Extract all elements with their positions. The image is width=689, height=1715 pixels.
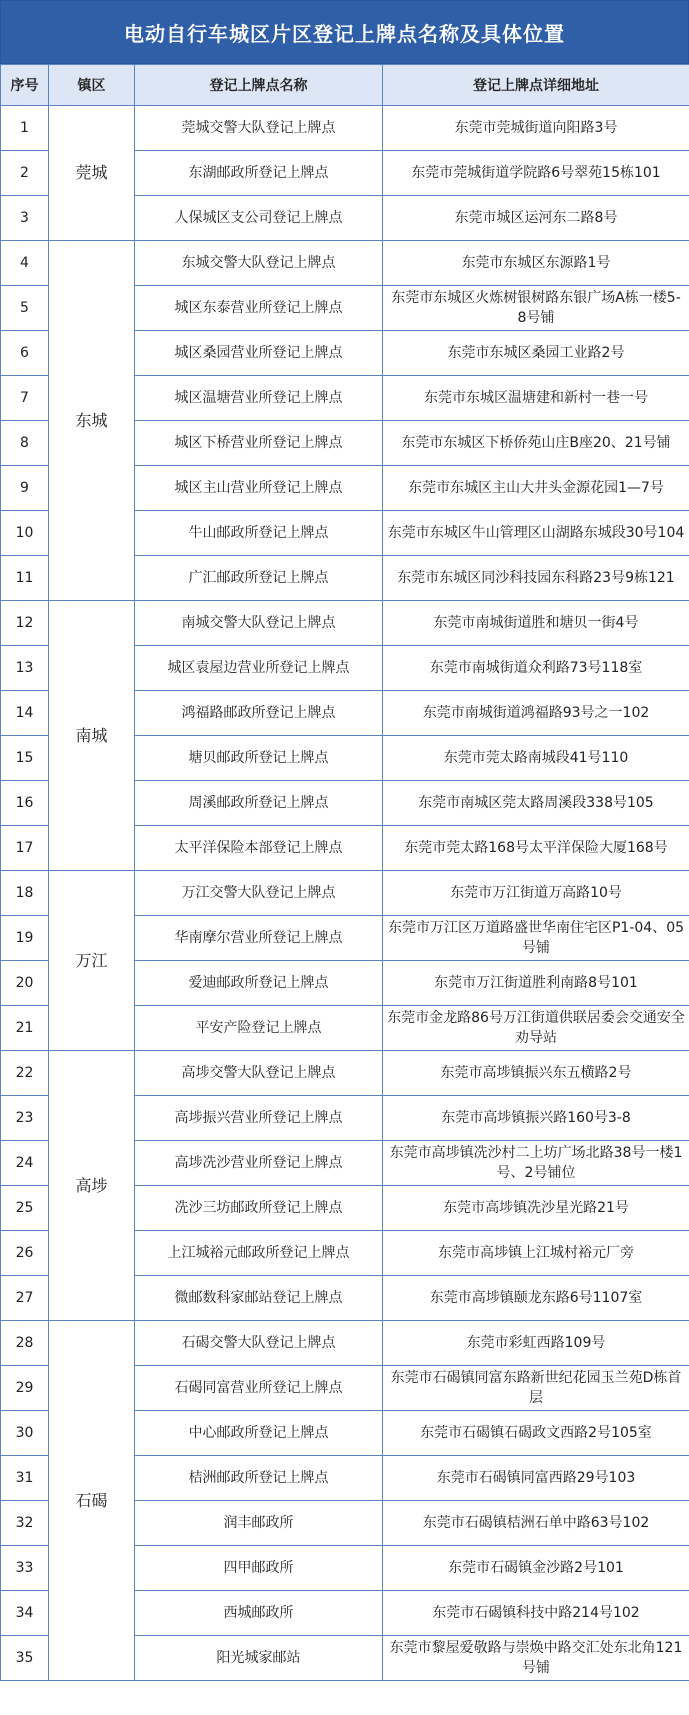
row-number: 5 bbox=[1, 286, 49, 331]
row-number: 34 bbox=[1, 1591, 49, 1636]
registration-points-table bbox=[0, 64, 689, 1681]
row-number: 11 bbox=[1, 556, 49, 601]
point-address: 东莞市南城街道胜和塘贝一街4号 bbox=[383, 601, 689, 646]
point-name: 东城交警大队登记上牌点 bbox=[135, 241, 383, 286]
point-name: 冼沙三坊邮政所登记上牌点 bbox=[135, 1186, 383, 1231]
point-name: 城区东泰营业所登记上牌点 bbox=[135, 286, 383, 331]
point-address: 东莞市高埗镇冼沙星光路21号 bbox=[383, 1186, 689, 1231]
row-number: 18 bbox=[1, 871, 49, 916]
row-number: 7 bbox=[1, 376, 49, 421]
table-row bbox=[1, 871, 689, 916]
row-number: 33 bbox=[1, 1546, 49, 1591]
point-name: 微邮数科家邮站登记上牌点 bbox=[135, 1276, 383, 1321]
point-address: 东莞市莞城街道学院路6号翠苑15栋101 bbox=[383, 151, 689, 196]
header-row bbox=[1, 65, 689, 106]
point-name: 城区温塘营业所登记上牌点 bbox=[135, 376, 383, 421]
point-name: 上江城裕元邮政所登记上牌点 bbox=[135, 1231, 383, 1276]
table-body bbox=[1, 106, 689, 1681]
point-name: 阳光城家邮站 bbox=[135, 1636, 383, 1681]
point-name: 塘贝邮政所登记上牌点 bbox=[135, 736, 383, 781]
row-number: 10 bbox=[1, 511, 49, 556]
row-number: 29 bbox=[1, 1366, 49, 1411]
row-number: 30 bbox=[1, 1411, 49, 1456]
district-cell: 莞城 bbox=[49, 106, 135, 241]
point-address: 东莞市彩虹西路109号 bbox=[383, 1321, 689, 1366]
row-number: 25 bbox=[1, 1186, 49, 1231]
point-address: 东莞市高埗镇冼沙村二上坊广场北路38号一楼1号、2号铺位 bbox=[383, 1141, 689, 1186]
point-address: 东莞市万江区万道路盛世华南住宅区P1-04、05号铺 bbox=[383, 916, 689, 961]
row-number: 6 bbox=[1, 331, 49, 376]
table-row bbox=[1, 1051, 689, 1096]
point-address: 东莞市高埗镇振兴路160号3-8 bbox=[383, 1096, 689, 1141]
row-number: 22 bbox=[1, 1051, 49, 1096]
row-number: 2 bbox=[1, 151, 49, 196]
point-name: 石碣同富营业所登记上牌点 bbox=[135, 1366, 383, 1411]
header-seq: 序号 bbox=[1, 65, 49, 106]
point-name: 广汇邮政所登记上牌点 bbox=[135, 556, 383, 601]
row-number: 24 bbox=[1, 1141, 49, 1186]
point-name: 城区主山营业所登记上牌点 bbox=[135, 466, 383, 511]
point-name: 东湖邮政所登记上牌点 bbox=[135, 151, 383, 196]
district-cell: 石碣 bbox=[49, 1321, 135, 1681]
point-address: 东莞市南城区莞太路周溪段338号105 bbox=[383, 781, 689, 826]
row-number: 26 bbox=[1, 1231, 49, 1276]
table-header bbox=[1, 65, 689, 106]
point-address: 东莞市石碣镇同富东路新世纪花园玉兰苑D栋首层 bbox=[383, 1366, 689, 1411]
point-address: 东莞市金龙路86号万江街道供联居委会交通安全劝导站 bbox=[383, 1006, 689, 1051]
district-cell: 万江 bbox=[49, 871, 135, 1051]
row-number: 8 bbox=[1, 421, 49, 466]
row-number: 20 bbox=[1, 961, 49, 1006]
row-number: 21 bbox=[1, 1006, 49, 1051]
point-name: 莞城交警大队登记上牌点 bbox=[135, 106, 383, 151]
point-address: 东莞市石碣镇同富西路29号103 bbox=[383, 1456, 689, 1501]
point-name: 太平洋保险本部登记上牌点 bbox=[135, 826, 383, 871]
row-number: 17 bbox=[1, 826, 49, 871]
point-address: 东莞市高埗镇振兴东五横路2号 bbox=[383, 1051, 689, 1096]
point-name: 四甲邮政所 bbox=[135, 1546, 383, 1591]
header-district: 镇区 bbox=[49, 65, 135, 106]
point-address: 东莞市石碣镇金沙路2号101 bbox=[383, 1546, 689, 1591]
point-address: 东莞市石碣镇科技中路214号102 bbox=[383, 1591, 689, 1636]
point-name: 人保城区支公司登记上牌点 bbox=[135, 196, 383, 241]
row-number: 15 bbox=[1, 736, 49, 781]
row-number: 12 bbox=[1, 601, 49, 646]
point-address: 东莞市高埗镇上江城村裕元厂旁 bbox=[383, 1231, 689, 1276]
point-address: 东莞市东城区东源路1号 bbox=[383, 241, 689, 286]
point-address: 东莞市莞太路168号太平洋保险大厦168号 bbox=[383, 826, 689, 871]
point-address: 东莞市莞太路南城段41号110 bbox=[383, 736, 689, 781]
point-name: 润丰邮政所 bbox=[135, 1501, 383, 1546]
point-address: 东莞市东城区主山大井头金源花园1—7号 bbox=[383, 466, 689, 511]
row-number: 4 bbox=[1, 241, 49, 286]
point-name: 华南摩尔营业所登记上牌点 bbox=[135, 916, 383, 961]
point-name: 万江交警大队登记上牌点 bbox=[135, 871, 383, 916]
header-address: 登记上牌点详细地址 bbox=[383, 65, 689, 106]
table-row bbox=[1, 1321, 689, 1366]
header-point-name: 登记上牌点名称 bbox=[135, 65, 383, 106]
row-number: 31 bbox=[1, 1456, 49, 1501]
point-name: 西城邮政所 bbox=[135, 1591, 383, 1636]
point-name: 周溪邮政所登记上牌点 bbox=[135, 781, 383, 826]
row-number: 28 bbox=[1, 1321, 49, 1366]
point-address: 东莞市城区运河东二路8号 bbox=[383, 196, 689, 241]
row-number: 19 bbox=[1, 916, 49, 961]
row-number: 16 bbox=[1, 781, 49, 826]
point-address: 东莞市东城区同沙科技园东科路23号9栋121 bbox=[383, 556, 689, 601]
point-address: 东莞市万江街道万高路10号 bbox=[383, 871, 689, 916]
row-number: 32 bbox=[1, 1501, 49, 1546]
row-number: 3 bbox=[1, 196, 49, 241]
point-name: 南城交警大队登记上牌点 bbox=[135, 601, 383, 646]
point-address: 东莞市南城街道众利路73号118室 bbox=[383, 646, 689, 691]
point-name: 鸿福路邮政所登记上牌点 bbox=[135, 691, 383, 736]
point-name: 平安产险登记上牌点 bbox=[135, 1006, 383, 1051]
point-address: 东莞市石碣镇石碣政文西路2号105室 bbox=[383, 1411, 689, 1456]
point-address: 东莞市东城区桑园工业路2号 bbox=[383, 331, 689, 376]
table-row bbox=[1, 106, 689, 151]
row-number: 14 bbox=[1, 691, 49, 736]
table-row bbox=[1, 241, 689, 286]
row-number: 27 bbox=[1, 1276, 49, 1321]
point-address: 东莞市莞城街道向阳路3号 bbox=[383, 106, 689, 151]
point-address: 东莞市东城区下桥侨苑山庄B座20、21号铺 bbox=[383, 421, 689, 466]
point-name: 牛山邮政所登记上牌点 bbox=[135, 511, 383, 556]
point-name: 城区桑园营业所登记上牌点 bbox=[135, 331, 383, 376]
point-address: 东莞市东城区温塘建和新村一巷一号 bbox=[383, 376, 689, 421]
row-number: 13 bbox=[1, 646, 49, 691]
district-cell: 高埗 bbox=[49, 1051, 135, 1321]
point-name: 高埗冼沙营业所登记上牌点 bbox=[135, 1141, 383, 1186]
point-name: 石碣交警大队登记上牌点 bbox=[135, 1321, 383, 1366]
point-name: 城区下桥营业所登记上牌点 bbox=[135, 421, 383, 466]
point-name: 桔洲邮政所登记上牌点 bbox=[135, 1456, 383, 1501]
point-address: 东莞市南城街道鸿福路93号之一102 bbox=[383, 691, 689, 736]
district-cell: 东城 bbox=[49, 241, 135, 601]
point-name: 城区袁屋边营业所登记上牌点 bbox=[135, 646, 383, 691]
row-number: 23 bbox=[1, 1096, 49, 1141]
point-address: 东莞市东城区火炼树银树路东银广场A栋一楼5-8号铺 bbox=[383, 286, 689, 331]
point-address: 东莞市万江街道胜利南路8号101 bbox=[383, 961, 689, 1006]
point-name: 爱迪邮政所登记上牌点 bbox=[135, 961, 383, 1006]
point-address: 东莞市石碣镇桔洲石单中路63号102 bbox=[383, 1501, 689, 1546]
point-name: 高埗振兴营业所登记上牌点 bbox=[135, 1096, 383, 1141]
point-name: 中心邮政所登记上牌点 bbox=[135, 1411, 383, 1456]
point-address: 东莞市东城区牛山管理区山湖路东城段30号104 bbox=[383, 511, 689, 556]
row-number: 1 bbox=[1, 106, 49, 151]
point-name: 高埗交警大队登记上牌点 bbox=[135, 1051, 383, 1096]
page-title: 电动自行车城区片区登记上牌点名称及具体位置 bbox=[0, 0, 689, 64]
table-row bbox=[1, 601, 689, 646]
row-number: 35 bbox=[1, 1636, 49, 1681]
point-address: 东莞市高埗镇颐龙东路6号1107室 bbox=[383, 1276, 689, 1321]
district-cell: 南城 bbox=[49, 601, 135, 871]
row-number: 9 bbox=[1, 466, 49, 511]
point-address: 东莞市黎屋爱敬路与崇焕中路交汇处东北角121号铺 bbox=[383, 1636, 689, 1681]
